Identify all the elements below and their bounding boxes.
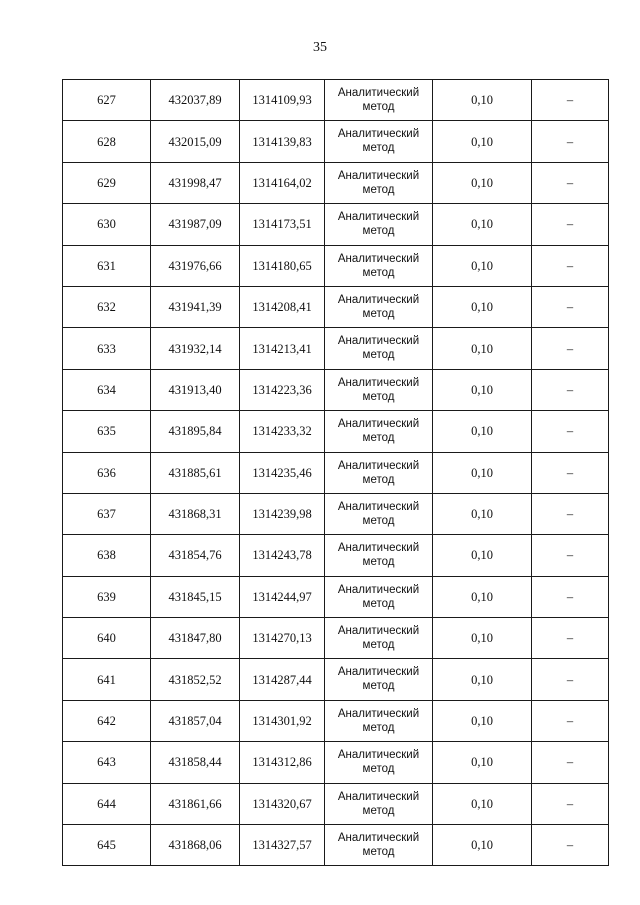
point-number-cell: 631 [63, 245, 151, 286]
y-coordinate-cell: 1314244,97 [240, 576, 325, 617]
coordinates-table-body [63, 80, 609, 866]
accuracy-cell: 0,10 [433, 369, 532, 410]
coordinates-table [62, 79, 609, 866]
x-coordinate-cell: 431845,15 [151, 576, 240, 617]
y-coordinate-cell: 1314320,67 [240, 783, 325, 824]
method-line-1: Аналитический [337, 625, 420, 638]
point-number-cell: 643 [63, 742, 151, 783]
accuracy-cell: 0,10 [433, 204, 532, 245]
table-row [63, 493, 609, 534]
x-coordinate-cell: 431885,61 [151, 452, 240, 493]
method-line-1: Аналитический [337, 542, 420, 555]
x-coordinate-cell: 431941,39 [151, 286, 240, 327]
y-coordinate-cell: 1314301,92 [240, 700, 325, 741]
accuracy-cell: 0,10 [433, 576, 532, 617]
y-coordinate-cell: 1314180,65 [240, 245, 325, 286]
x-coordinate-cell: 431854,76 [151, 535, 240, 576]
method-cell [325, 493, 433, 534]
accuracy-cell: 0,10 [433, 700, 532, 741]
note-cell: – [532, 742, 609, 783]
table-row [63, 80, 609, 121]
x-coordinate-cell: 431987,09 [151, 204, 240, 245]
method-line-1: Аналитический [337, 87, 420, 99]
method-line-1: Аналитический [337, 169, 420, 182]
x-coordinate-cell: 431913,40 [151, 369, 240, 410]
method-line-2: метод [362, 142, 395, 155]
table-row [63, 328, 609, 369]
note-cell: – [532, 535, 609, 576]
table-row [63, 286, 609, 327]
method-cell [325, 452, 433, 493]
method-cell [325, 783, 433, 824]
method-line-2: метод [362, 721, 395, 734]
accuracy-cell: 0,10 [433, 618, 532, 659]
table-row [63, 783, 609, 824]
x-coordinate-cell: 431895,84 [151, 411, 240, 452]
page-number: 35 [313, 40, 327, 55]
method-line-2: метод [362, 266, 395, 279]
method-line-1: Аналитический [337, 790, 420, 803]
method-line-2: метод [362, 473, 395, 486]
table-row [63, 742, 609, 783]
note-cell: – [532, 576, 609, 617]
method-cell [325, 535, 433, 576]
x-coordinate-cell: 431976,66 [151, 245, 240, 286]
method-cell [325, 411, 433, 452]
method-cell [325, 204, 433, 245]
x-coordinate-cell: 431852,52 [151, 659, 240, 700]
accuracy-cell: 0,10 [433, 783, 532, 824]
y-coordinate-cell: 1314223,36 [240, 369, 325, 410]
table-row [63, 618, 609, 659]
accuracy-cell: 0,10 [433, 742, 532, 783]
method-cell [325, 162, 433, 203]
method-line-1: Аналитический [337, 128, 420, 141]
method-line-2: метод [362, 101, 395, 113]
note-cell: – [532, 618, 609, 659]
method-line-2: метод [362, 225, 395, 238]
method-line-2: метод [362, 556, 395, 569]
table-row [63, 576, 609, 617]
method-line-2: метод [362, 514, 395, 527]
method-line-1: Аналитический [337, 666, 420, 679]
note-cell: – [532, 80, 609, 121]
note-cell: – [532, 204, 609, 245]
y-coordinate-cell: 1314287,44 [240, 659, 325, 700]
note-cell: – [532, 452, 609, 493]
method-line-1: Аналитический [337, 418, 420, 431]
table-row [63, 659, 609, 700]
table-row [63, 535, 609, 576]
y-coordinate-cell: 1314164,02 [240, 162, 325, 203]
point-number-cell: 637 [63, 493, 151, 534]
note-cell: – [532, 493, 609, 534]
method-cell [325, 618, 433, 659]
y-coordinate-cell: 1314270,13 [240, 618, 325, 659]
method-line-1: Аналитический [337, 749, 420, 762]
y-coordinate-cell: 1314109,93 [240, 80, 325, 121]
table-row [63, 204, 609, 245]
table-row [63, 245, 609, 286]
point-number-cell: 629 [63, 162, 151, 203]
method-line-2: метод [362, 307, 395, 320]
point-number-cell: 632 [63, 286, 151, 327]
note-cell: – [532, 328, 609, 369]
method-line-1: Аналитический [337, 707, 420, 720]
accuracy-cell: 0,10 [433, 493, 532, 534]
point-number-cell: 630 [63, 204, 151, 245]
y-coordinate-cell: 1314235,46 [240, 452, 325, 493]
table-row [63, 452, 609, 493]
y-coordinate-cell: 1314239,98 [240, 493, 325, 534]
x-coordinate-cell: 432037,89 [151, 80, 240, 121]
point-number-cell: 627 [63, 80, 151, 121]
method-line-1: Аналитический [337, 376, 420, 389]
method-line-1: Аналитический [337, 500, 420, 513]
note-cell: – [532, 825, 609, 866]
table-row [63, 825, 609, 866]
table-row [63, 411, 609, 452]
accuracy-cell: 0,10 [433, 535, 532, 576]
note-cell: – [532, 369, 609, 410]
y-coordinate-cell: 1314213,41 [240, 328, 325, 369]
method-line-2: метод [362, 804, 395, 817]
table-row [63, 162, 609, 203]
x-coordinate-cell: 431847,80 [151, 618, 240, 659]
table-row [63, 700, 609, 741]
method-line-2: метод [362, 763, 395, 776]
method-cell [325, 659, 433, 700]
method-line-2: метод [362, 349, 395, 362]
x-coordinate-cell: 432015,09 [151, 121, 240, 162]
accuracy-cell: 0,10 [433, 286, 532, 327]
method-cell [325, 700, 433, 741]
accuracy-cell: 0,10 [433, 659, 532, 700]
point-number-cell: 645 [63, 825, 151, 866]
method-cell [325, 742, 433, 783]
y-coordinate-cell: 1314173,51 [240, 204, 325, 245]
method-cell [325, 328, 433, 369]
point-number-cell: 641 [63, 659, 151, 700]
accuracy-cell: 0,10 [433, 328, 532, 369]
method-line-2: метод [362, 639, 395, 652]
y-coordinate-cell: 1314312,86 [240, 742, 325, 783]
method-line-2: метод [362, 680, 395, 693]
method-line-2: метод [362, 390, 395, 403]
y-coordinate-cell: 1314233,32 [240, 411, 325, 452]
x-coordinate-cell: 431932,14 [151, 328, 240, 369]
point-number-cell: 638 [63, 535, 151, 576]
y-coordinate-cell: 1314208,41 [240, 286, 325, 327]
method-line-2: метод [362, 846, 395, 859]
accuracy-cell: 0,10 [433, 825, 532, 866]
note-cell: – [532, 700, 609, 741]
x-coordinate-cell: 431998,47 [151, 162, 240, 203]
note-cell: – [532, 286, 609, 327]
method-cell [325, 286, 433, 327]
x-coordinate-cell: 431868,06 [151, 825, 240, 866]
table-row [63, 369, 609, 410]
x-coordinate-cell: 431868,31 [151, 493, 240, 534]
note-cell: – [532, 245, 609, 286]
method-line-1: Аналитический [337, 211, 420, 224]
note-cell: – [532, 411, 609, 452]
method-line-1: Аналитический [337, 293, 420, 306]
point-number-cell: 628 [63, 121, 151, 162]
method-cell [325, 80, 433, 121]
method-line-1: Аналитический [337, 459, 420, 472]
accuracy-cell: 0,10 [433, 411, 532, 452]
note-cell: – [532, 121, 609, 162]
point-number-cell: 642 [63, 700, 151, 741]
note-cell: – [532, 162, 609, 203]
y-coordinate-cell: 1314243,78 [240, 535, 325, 576]
point-number-cell: 639 [63, 576, 151, 617]
accuracy-cell: 0,10 [433, 162, 532, 203]
method-cell [325, 369, 433, 410]
method-cell [325, 576, 433, 617]
method-cell [325, 121, 433, 162]
accuracy-cell: 0,10 [433, 452, 532, 493]
note-cell: – [532, 659, 609, 700]
point-number-cell: 635 [63, 411, 151, 452]
point-number-cell: 636 [63, 452, 151, 493]
accuracy-cell: 0,10 [433, 245, 532, 286]
table-row [63, 121, 609, 162]
method-cell [325, 825, 433, 866]
method-line-1: Аналитический [337, 252, 420, 265]
point-number-cell: 634 [63, 369, 151, 410]
method-cell [325, 245, 433, 286]
point-number-cell: 633 [63, 328, 151, 369]
y-coordinate-cell: 1314327,57 [240, 825, 325, 866]
note-cell: – [532, 783, 609, 824]
accuracy-cell: 0,10 [433, 80, 532, 121]
y-coordinate-cell: 1314139,83 [240, 121, 325, 162]
method-line-1: Аналитический [337, 832, 420, 845]
method-line-2: метод [362, 432, 395, 445]
accuracy-cell: 0,10 [433, 121, 532, 162]
method-line-2: метод [362, 597, 395, 610]
x-coordinate-cell: 431858,44 [151, 742, 240, 783]
point-number-cell: 640 [63, 618, 151, 659]
x-coordinate-cell: 431861,66 [151, 783, 240, 824]
method-line-1: Аналитический [337, 335, 420, 348]
x-coordinate-cell: 431857,04 [151, 700, 240, 741]
method-line-1: Аналитический [337, 583, 420, 596]
method-line-2: метод [362, 183, 395, 196]
point-number-cell: 644 [63, 783, 151, 824]
